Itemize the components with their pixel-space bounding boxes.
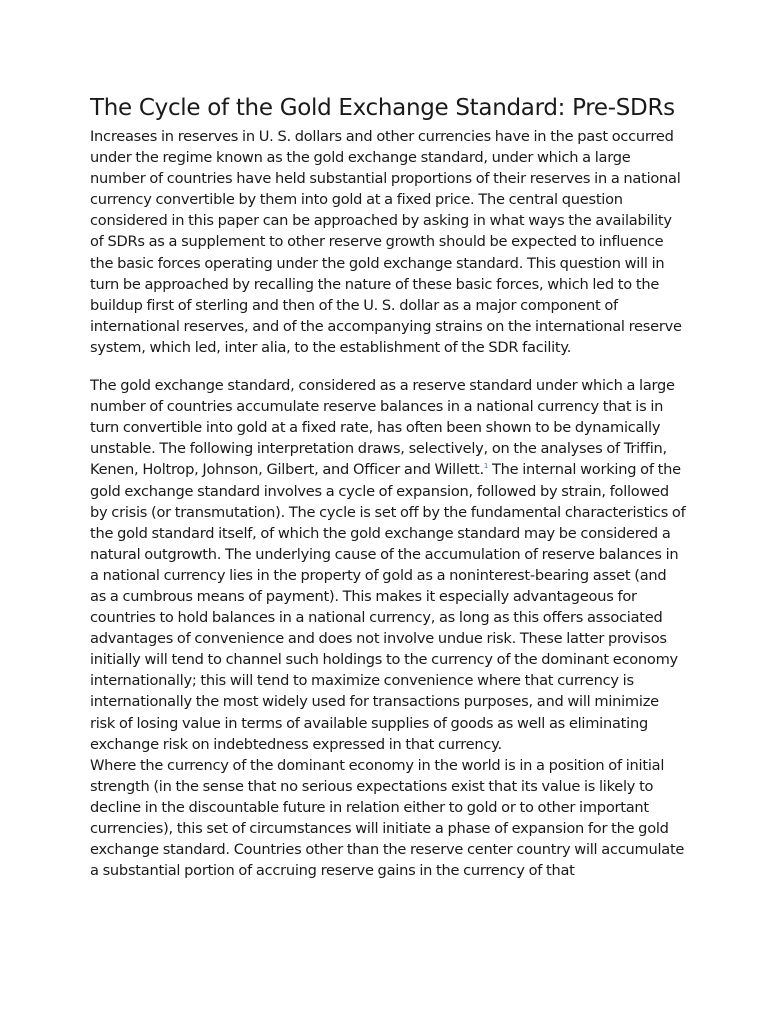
paragraph-1: Increases in reserves in U. S. dollars and other currencies have in the past occurred under the regime known as the gold exchange standard, under which a large number of countries have held substantial proportions of their reserves in a national currency convertible by them into gold at a fixed price. The central question considered in this paper can be approached by asking in what ways the availability of SDRs as a supplement to other reserve growth should be expected to influence the basic forces operating under the gold exchange standard. This question will in turn be approached by recalling the nature of these basic forces, which led to the buildup first of sterling and then of the U. S. dollar as a major component of international reserves, and of the accompanying strains on the international reserve system, which led, inter alia, to the establishment of the SDR facility.	[90, 128, 682, 356]
document-page	[90, 90, 686, 881]
document-title: The Cycle of the Gold Exchange Standard: Pre-SDRs	[90, 95, 675, 121]
paragraph-2-text-b: The internal working of the gold exchange standard involves a cycle of expansion, followed by strain, followed by crisis (or transmutation). The cycle is set off by the fundamental characteristics of the gold standard itself, of which the gold exchange standard may be considered a natural outgrowth. The underlying cause of the accumulation of reserve balances in a national currency lies in the property of gold as a noninterest-bearing asset (and as a cumbrous means of payment). This makes it especially advantageous for countries to hold balances in a national currency, as long as this offers associated advantages of convenience and does not involve undue risk. These latter provisos initially will tend to channel such holdings to the currency of the dominant economy internationally; this will tend to maximize convenience where that currency is internationally the most widely used for transactions purposes, and will minimize risk of losing value in terms of available supplies of goods as well as eliminating exchange risk on indebtedness expressed in that currency.	[90, 461, 686, 753]
paragraph-3: Where the currency of the dominant economy in the world is in a position of initial strength (in the sense that no serious expectations exist that its value is likely to decline in the discountable future in relation either to gold or to other important currencies), this set of circumstances will initiate a phase of expansion for the gold exchange standard. Countries other than the reserve center country will accumulate a substantial portion of accruing reserve gains in the currency of that	[90, 756, 685, 880]
footnote-ref-link[interactable]: 1	[483, 462, 489, 471]
paragraph-2	[90, 375, 686, 755]
paragraph-2-text-a: The gold exchange standard, considered as a reserve standard under which a large number of countries accumulate reserve balances in a national currency that is in turn convertible into gold at a fixed rate, has often been shown to be dynamically unstable. The following interpretation draws, selectively, on the analyses of Triffin, Kenen, Holtrop, Johnson, Gilbert, and Officer and Willett.	[90, 377, 675, 479]
